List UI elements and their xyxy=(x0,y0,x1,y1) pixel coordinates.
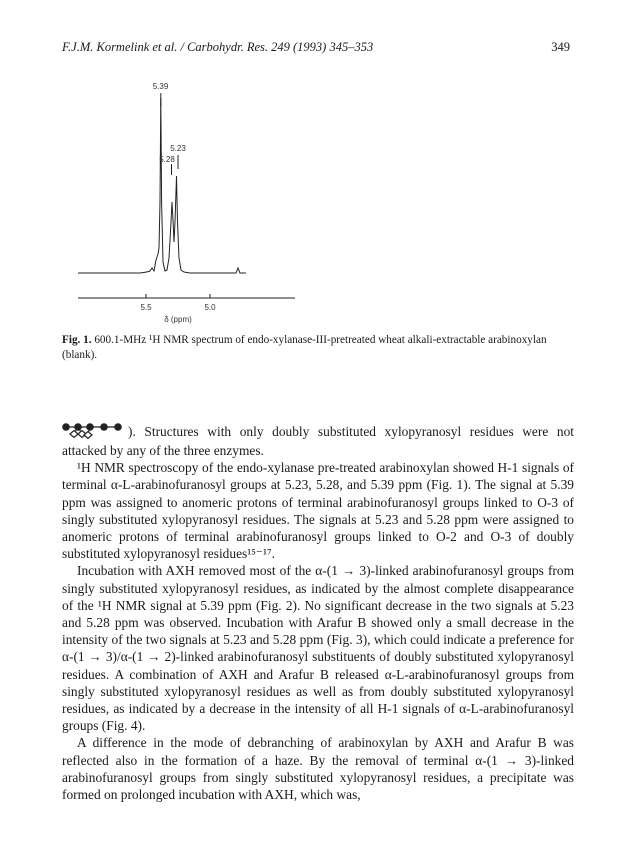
running-header xyxy=(62,40,570,56)
caption-label: Fig. 1. xyxy=(62,334,92,346)
peak-label-523: 5.23 xyxy=(170,144,186,153)
x-tick-label-50: 5.0 xyxy=(204,303,216,312)
x-tick-label-55: 5.5 xyxy=(140,303,152,312)
x-axis-label: δ (ppm) xyxy=(164,315,192,324)
journal-citation: F.J.M. Kormelink et al. / Carbohydr. Res. 249 (1993) 345–353 xyxy=(62,40,374,54)
paragraph: Incubation with AXH removed most of the α-(1 → 3)-linked arabinofuranosyl groups from singly substituted xylopyranosyl residues, as indicated by the almost complete disappearance of the ¹H NMR signal at 5.39 ppm (Fig. 2). No significant decrease in the two signals at 5.23 and 5.28 ppm was observed. Incubation with Arafur B showed only a small decrease in the intensity of the two signals at 5.23 and 5.28 ppm (Fig. 3), which could indicate a preference for α-(1 → 3)/α-(1 → 2)-linked arabinofuranosyl substituents of doubly substituted xylopyranosyl residues. A combination of AXH and Arafur B released α-L-arabinofuranosyl groups from singly substituted xylopyranosyl residues as well as from doubly substituted xylopyranosyl residues, as indicated by a decrease in the intensity of all H-1 signals of α-L-arabinofuranosyl groups (Fig. 4). xyxy=(62,563,574,734)
caption-text: 600.1-MHz ¹H NMR spectrum of endo-xylanase-III-pretreated wheat alkali-extractable arabinoxylan (blank). xyxy=(62,334,547,361)
nmr-spectrum-figure xyxy=(60,72,360,332)
paragraph-text: ). Structures with only doubly substituted xylopyranosyl residues were not attacked by any of the three enzymes. xyxy=(62,424,574,458)
page-number: 349 xyxy=(551,40,570,54)
peak-label-539: 5.39 xyxy=(152,82,169,91)
spectrum-trace xyxy=(78,98,246,273)
oligosaccharide-structure-icon xyxy=(62,420,128,442)
paragraph: A difference in the mode of debranching of arabinoxylan by AXH and Arafur B was reflected also in the formation of a haze. By the removal of terminal α-(1 → 3)-linked arabinofuranosyl groups from singly substituted xylopyranosyl residues, a precipitate was formed on prolonged incubation with AXH, which was, xyxy=(62,735,574,803)
peak-label-528: 5.28 xyxy=(159,155,175,164)
figure-caption xyxy=(62,333,574,363)
paragraph xyxy=(62,420,574,459)
paragraph: ¹H NMR spectroscopy of the endo-xylanase pre-treated arabinoxylan showed H-1 signals of terminal α-L-arabinofuranosyl groups at 5.23, 5.28, and 5.39 ppm (Fig. 1). The signal at 5.39 ppm was assigned to anomeric protons of terminal arabinofuranosyl groups linked to O-3 of singly substituted xylopyranosyl residues. The signals at 5.23 and 5.28 ppm were assigned to anomeric protons of terminal arabinofuranosyl groups linked to O-2 and O-3 of doubly substituted xylopyranosyl residues¹⁵⁻¹⁷. xyxy=(62,460,574,562)
body-text xyxy=(62,420,574,803)
nmr-spectrum-plot xyxy=(60,72,360,332)
